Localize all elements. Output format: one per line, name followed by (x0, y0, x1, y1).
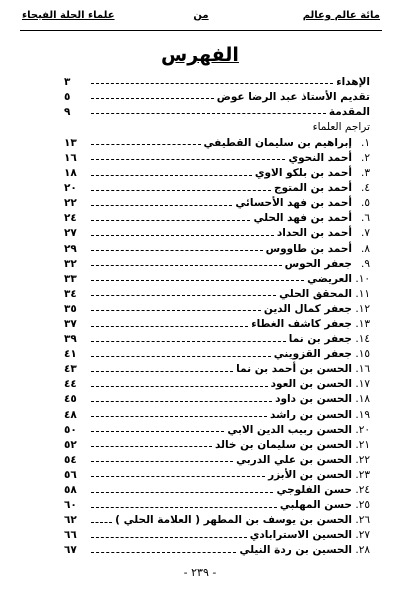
toc-page-number: ٤١ (64, 348, 77, 361)
toc-entry-number: ٢٢. (355, 453, 370, 466)
header-rule (20, 30, 382, 31)
toc-dotted-leader (91, 190, 271, 191)
toc-entry-name: الحسن بن داود (275, 393, 352, 406)
toc-entry-number: ١٥. (355, 348, 370, 361)
toc-entry-number: ٣. (361, 167, 370, 180)
toc-entry-row (64, 465, 370, 480)
toc-page-number: ٥٨ (64, 484, 77, 497)
toc-dotted-leader (91, 175, 252, 176)
toc-entry-row (64, 375, 370, 390)
toc-entry-row (64, 148, 370, 163)
toc-dotted-leader (91, 476, 265, 477)
toc-entry-row (64, 541, 370, 556)
toc-entry-name: حسن المهلبي (279, 499, 352, 512)
toc-dotted-leader (91, 235, 274, 236)
toc-entry-number: ٢١. (355, 438, 370, 451)
toc-dotted-leader (91, 431, 224, 432)
toc-section-heading: تراجم العلماء (312, 121, 370, 134)
running-header (22, 10, 380, 30)
toc-entry-row (64, 390, 370, 405)
toc-dotted-leader (91, 446, 212, 447)
toc-page-number: ٣٢ (64, 257, 77, 270)
toc-entry-name: الحسن بن يوسف بن المطهر ( العلامة الحلي ) (115, 514, 352, 527)
toc-entry-name: المحقق الحلي (279, 287, 352, 300)
toc-page-number: ٣٧ (64, 318, 77, 330)
toc-dotted-leader (91, 98, 214, 99)
toc-page-number: ٥٦ (64, 468, 77, 481)
toc-dotted-leader (91, 492, 273, 493)
toc-entry-row (64, 299, 370, 314)
toc-dotted-leader (91, 401, 272, 402)
toc-dotted-leader (91, 326, 248, 327)
toc-entry-number: ٩. (361, 257, 370, 270)
toc-dotted-leader (91, 144, 201, 145)
toc-entry-number: ١٩. (355, 408, 370, 421)
toc-page-number: ٢٠ (64, 182, 77, 195)
toc-entry-name: جعفر القزويني (273, 348, 352, 361)
toc-page-number: ١٨ (64, 167, 77, 180)
toc-entry-name: حسن الفلوجي (276, 484, 352, 497)
toc-dotted-leader (91, 83, 333, 84)
toc-entry-number: ٢٥. (355, 499, 370, 512)
toc-entry-number: ١٣. (355, 318, 370, 330)
toc-front-matter-row (64, 102, 370, 117)
toc-entry-row (64, 330, 370, 345)
toc-entry-name: أحمد بن الحداد (276, 227, 352, 240)
toc-entry-name: الحسن بن أحمد بن نما (236, 363, 352, 376)
toc-page-number: ٥٠ (64, 423, 77, 436)
toc-entry-row (64, 435, 370, 450)
toc-entry-row (64, 405, 370, 420)
toc-entry-row (64, 209, 370, 224)
toc-dotted-leader (91, 113, 326, 114)
toc-entry-number: ١٨. (355, 393, 370, 406)
toc-page-number: ٣٣ (64, 272, 77, 285)
toc-entry-row (64, 179, 370, 194)
toc-entry-name: الحسين بن ردة النيلي (239, 544, 352, 557)
toc-entry-name: الحسن بن العود (270, 378, 352, 391)
toc-entry-row (64, 133, 370, 148)
toc-entry-name: جعفر كاشف الغطاء (251, 318, 352, 330)
toc-page-number: ٢٤ (64, 212, 77, 225)
toc-dotted-leader (91, 295, 276, 296)
toc-entry-row (64, 284, 370, 299)
toc-entry-number: ٢. (361, 151, 370, 164)
toc-entry-label: تقديم الأستاذ عبد الرضا عوض (216, 90, 370, 103)
toc-entry-name: أحمد بن المتوج (274, 182, 352, 195)
toc-entry-row (64, 526, 370, 541)
toc-entry-name: الحسن بن علي الدربي (236, 453, 352, 466)
toc-entry-number: ٢٦. (355, 514, 370, 527)
toc-entry-row (64, 314, 370, 329)
toc-page-number: ٦٦ (64, 529, 77, 542)
toc-page-number: ٥٢ (64, 438, 77, 451)
toc-front-matter-row (64, 72, 370, 87)
toc-dotted-leader (91, 461, 233, 462)
toc-entry-name: الحسين الاسترابادي (249, 529, 352, 542)
toc-entry-number: ١٢. (355, 302, 370, 315)
page-title: الفهرس (161, 44, 239, 66)
toc-dotted-leader (91, 552, 236, 553)
toc-dotted-leader (91, 341, 286, 342)
toc-entry-row (64, 450, 370, 465)
toc-entry-name: أحمد بن فهد الأحسائي (235, 197, 352, 210)
toc-page-number: ٣٥ (64, 302, 77, 315)
toc-dotted-leader (91, 507, 277, 508)
header-subtitle: علماء الحلة الفيحاء (22, 10, 115, 21)
toc-dotted-leader (91, 250, 263, 251)
toc-entry-row (64, 511, 370, 526)
header-book-title: مائة عالم وعالم (302, 10, 380, 21)
toc-entry-row (64, 360, 370, 375)
toc-dotted-leader (91, 280, 304, 281)
toc-entry-number: ٦. (361, 212, 370, 225)
toc-page-number: ٥٤ (64, 453, 77, 466)
toc-entry-label: المقدمة (328, 105, 370, 118)
table-of-contents (64, 72, 370, 556)
toc-page-number: ٦٠ (64, 499, 77, 512)
toc-dotted-leader (91, 522, 112, 523)
toc-entry-name: إبراهيم بن سليمان القطيفي (203, 136, 352, 149)
page-number: - ٢٣٩ - (183, 566, 217, 579)
toc-page-number: ٦٧ (64, 544, 77, 557)
toc-dotted-leader (91, 356, 271, 357)
toc-entry-name: أحمد بن طاووس (265, 242, 352, 255)
toc-entry-row (64, 420, 370, 435)
toc-entry-name: الحسن ربيب الدين الابي (227, 423, 352, 436)
toc-page-number: ٩ (64, 105, 71, 118)
toc-entry-row (64, 163, 370, 178)
toc-dotted-leader (91, 386, 268, 387)
toc-entry-number: ١٠. (355, 272, 370, 285)
header-connector: من (193, 10, 209, 21)
toc-page-number: ٤٨ (64, 408, 77, 421)
toc-entry-name: الحسن بن راشد (270, 408, 352, 421)
toc-entry-number: ٢٨. (355, 544, 370, 557)
toc-dotted-leader (91, 310, 261, 311)
toc-entry-name: الحسن بن الأبزر (268, 468, 352, 481)
toc-entry-label: الإهداء (336, 75, 370, 88)
toc-entry-number: ١٦. (355, 363, 370, 376)
toc-entry-row (64, 194, 370, 209)
toc-page-number: ٢٢ (64, 197, 77, 210)
toc-front-matter-row (64, 87, 370, 102)
toc-entry-number: ٢٣. (355, 468, 370, 481)
toc-entry-row (64, 496, 370, 511)
toc-entry-row (64, 254, 370, 269)
toc-entry-name: أحمد بن بلكو الاوي (254, 167, 352, 180)
toc-dotted-leader (91, 159, 285, 160)
toc-entry-number: ٤. (361, 182, 370, 195)
toc-entry-row (64, 480, 370, 495)
toc-entry-name: أحمد النحوي (288, 151, 352, 164)
toc-page-number: ٣٤ (64, 287, 77, 300)
toc-dotted-leader (91, 205, 232, 206)
toc-page-number: ٣ (64, 75, 71, 88)
toc-dotted-leader (91, 371, 233, 372)
toc-entry-number: ٥. (361, 197, 370, 210)
toc-page-number: ٥ (64, 90, 71, 103)
toc-dotted-leader (91, 416, 267, 417)
toc-entry-name: الحسن بن سليمان بن خالد (214, 438, 352, 451)
toc-entry-number: ١. (361, 136, 370, 149)
toc-entry-number: ٨. (361, 242, 370, 255)
toc-entry-name: جعفر الحوس (284, 257, 352, 270)
toc-entry-number: ٢٧. (355, 529, 370, 542)
toc-dotted-leader (91, 537, 247, 538)
toc-entry-number: ١١. (355, 287, 370, 300)
toc-page-number: ٢٩ (64, 242, 77, 255)
toc-entry-name: جعفر كمال الدين (263, 302, 352, 315)
toc-entry-row (64, 269, 370, 284)
toc-entry-row (64, 239, 370, 254)
toc-entry-number: ١٤. (355, 333, 370, 346)
toc-page-number: ٤٣ (64, 363, 77, 376)
toc-page-number: ٣٩ (64, 333, 77, 346)
toc-entry-name: جعفر بن نما (288, 333, 352, 346)
toc-entry-number: ٢٠. (355, 423, 370, 436)
toc-dotted-leader (91, 265, 282, 266)
toc-entry-name: العريضي (307, 272, 352, 285)
toc-page-number: ١٦ (64, 151, 77, 164)
toc-entry-number: ٢٤. (355, 484, 370, 497)
toc-entry-row (64, 224, 370, 239)
toc-entry-name: أحمد بن فهد الحلي (253, 212, 352, 225)
toc-page-number: ١٣ (64, 136, 77, 149)
toc-entry-number: ١٧. (355, 378, 370, 391)
toc-dotted-leader (91, 220, 250, 221)
toc-page-number: ٦٢ (64, 514, 77, 527)
toc-entry-number: ٧. (361, 227, 370, 240)
toc-page-number: ٤٥ (64, 393, 77, 406)
toc-page-number: ٤٤ (64, 378, 77, 391)
toc-page-number: ٢٧ (64, 227, 77, 240)
toc-entry-row (64, 345, 370, 360)
